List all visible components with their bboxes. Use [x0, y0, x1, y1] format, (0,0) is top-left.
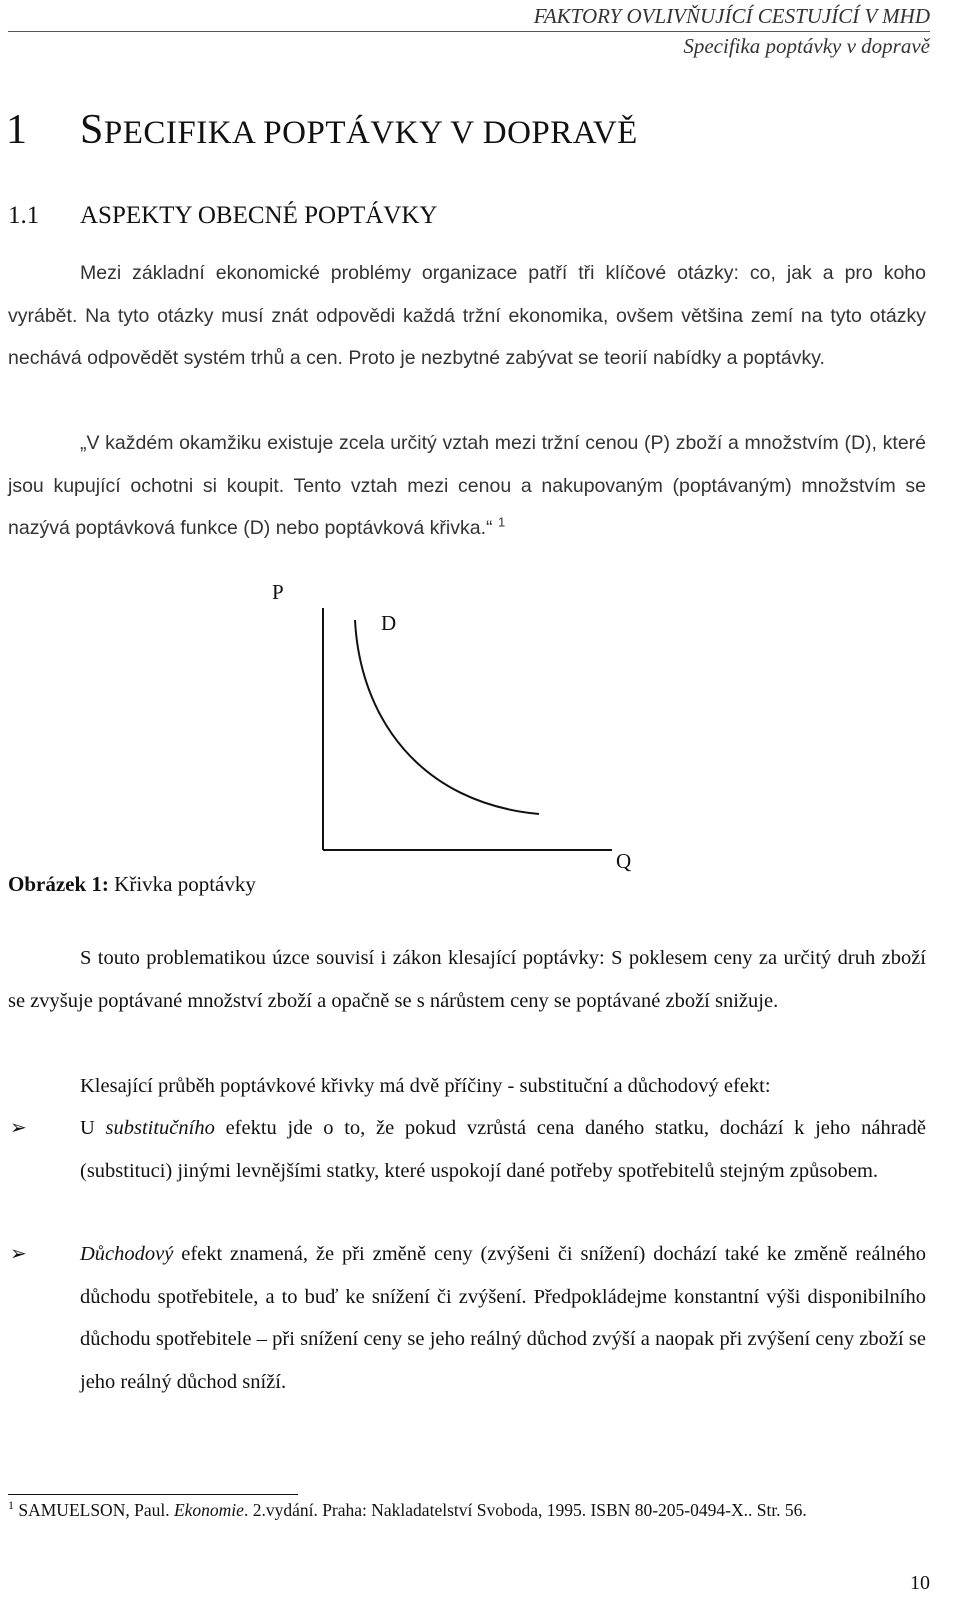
footnote: [8, 1500, 807, 1521]
figure-caption: [8, 872, 256, 897]
section-number: 1.1: [8, 202, 40, 229]
bullet-text: efekt znamená, že při změně ceny (zvýšeni či snížení) dochází také ke změně reálného důchodu spotřebitele, a to buď ke snížení či zvýšení. Předpokládejme konstantní výši disponibilního důchodu spotřebitele – při snížení ceny se jeho reálný důchod zvýší a naopak při zvýšení ceny zboží se jeho reálný důchod sníží.: [80, 1243, 926, 1393]
bullet-text: efektu jde o to, že pokud vzrůstá cena daného statku, dochází k jeho náhradě (substituci) jinými levnějšími statky, které uspokojí dané potřeby spotřebitelů stejným způsobem.: [80, 1117, 926, 1182]
chapter-title-rest: PECIFIKA POPTÁVKY V DOPRAVĚ: [103, 115, 638, 151]
arrow-bullet-icon: ➢: [10, 1243, 27, 1265]
series-label-d: D: [381, 611, 397, 635]
section-heading: [8, 202, 437, 230]
footnote-title: Ekonomie: [173, 1500, 244, 1520]
bullet-lead: U: [80, 1117, 106, 1139]
footnote-number: 1: [8, 1498, 14, 1513]
quote-text: „V každém okamžiku existuje zcela určitý vztah mezi tržní cenou (P) zboží a množstvím (D), které jsou kupující ochotni si koupit. Tento vztah mezi cenou a nakupovaným (poptávaným) množstvím se nazývá poptávková funkce (D) nebo poptávková křivka.“: [8, 432, 926, 540]
figure-caption-label: Obrázek 1:: [8, 872, 109, 896]
chapter-number: 1: [6, 107, 28, 153]
footnote-author: SAMUELSON, Paul.: [18, 1500, 174, 1520]
header-rule: [8, 31, 930, 32]
arrow-bullet-icon: ➢: [10, 1117, 27, 1139]
paragraph-causes: Klesající průběh poptávkové křivky má dvě příčiny - substituční a důchodový efekt:: [80, 1075, 771, 1097]
figure-caption-text: Křivka poptávky: [108, 872, 256, 896]
paragraph-quote: [8, 422, 926, 550]
demand-curve-chart: [250, 578, 650, 878]
list-item-income: [8, 1233, 926, 1403]
list-item-substitution: [8, 1107, 926, 1192]
chapter-heading: [6, 106, 638, 154]
y-axis-label: P: [272, 580, 284, 604]
chapter-title-initial: S: [80, 107, 104, 153]
section-title: ASPEKTY OBECNÉ POPTÁVKY: [80, 202, 438, 229]
demand-curve-line: [355, 620, 539, 814]
running-header-section: Specifika poptávky v dopravě: [683, 34, 930, 58]
footnote-reference: 1: [497, 514, 506, 530]
bullet-term: substitučního: [105, 1117, 215, 1139]
running-header-title: FAKTORY OVLIVŇUJÍCÍ CESTUJÍCÍ V MHD: [533, 4, 930, 28]
paragraph-law-of-demand: S touto problematikou úzce souvisí i zákon klesající poptávky: S poklesem ceny za určitý druh zboží se zvyšuje poptávané množství zboží a opačně se s nárůstem ceny se poptávané zboží snižuje.: [8, 947, 926, 1012]
page-number: 10: [910, 1572, 930, 1594]
bullet-term: Důchodový: [80, 1243, 174, 1265]
paragraph-intro: Mezi základní ekonomické problémy organizace patří tři klíčové otázky: co, jak a pro koho vyrábět. Na tyto otázky musí znát odpovědi každá tržní ekonomika, ovšem většina zemí na tyto otázky nechává odpovědět systém trhů a cen. Proto je nezbytné zabývat se teorií nabídky a poptávky.: [8, 262, 926, 370]
footnote-rule: [8, 1494, 298, 1495]
footnote-rest: . 2.vydání. Praha: Nakladatelství Svoboda, 1995. ISBN 80-205-0494-X.. Str. 56.: [243, 1500, 807, 1520]
x-axis-label: Q: [616, 849, 632, 873]
